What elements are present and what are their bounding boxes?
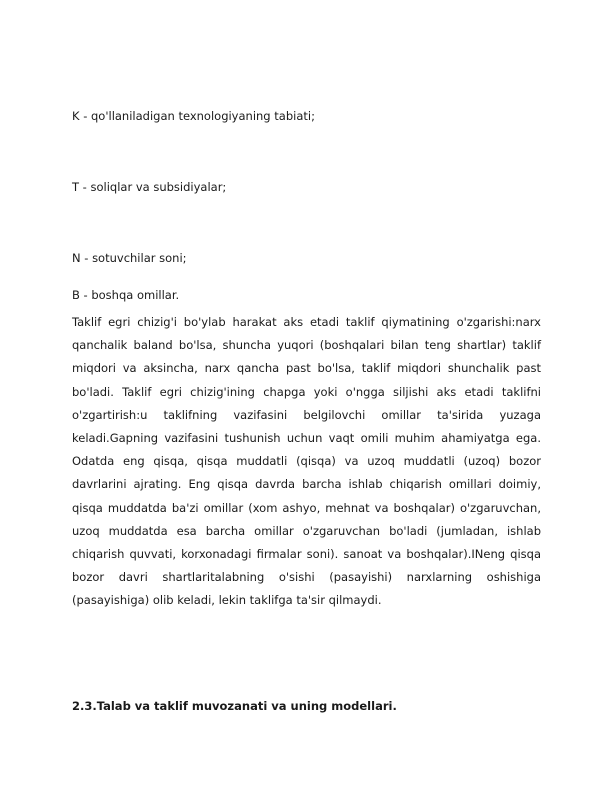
factor-b-line: B - boshqa omillar. (72, 288, 180, 302)
section-heading: 2.3.Talab va taklif muvozanati va uning modellari. (72, 699, 397, 713)
body-paragraph: Taklif egri chizig'i bo'ylab harakat aks etadi taklif qiymatining o'zgarishi:narx qanchalik baland bo'lsa, shuncha yuqori (boshqalari bilan teng shartlar) taklif miqdori va aksincha, narx qancha past bo'lsa, taklif miqdori shunchalik past bo'ladi. Taklif egri chizig'ining chapga yoki o'ngga siljishi aks etadi taklifni o'zgartirish:u taklifning vazifasini belgilovchi omillar ta'sirida yuzaga keladi.Gapning vazifasini tushunish uchun vaqt omili muhim ahamiyatga ega. Odatda eng qisqa, qisqa muddatli (qisqa) va uzoq muddatli (uzoq) bozor davrlarini ajrating. Eng qisqa davrda barcha ishlab chiqarish omillari doimiy, qisqa muddatda ba'zi omillar (xom ashyo, mehnat va boshqalar) o'zgaruvchan, uzoq muddatda esa barcha omillar o'zgaruvchan bo'ladi (jumladan, ishlab chiqarish quvvati, korxonadagi firmalar soni). sanoat va boshqalar).INeng qisqa bozor davri shartlaritalabning o'sishi (pasayishi) narxlarning oshishiga (pasayishiga) olib keladi, lekin taklifga ta'sir qilmaydi. (72, 315, 541, 608)
factor-k-line: K - qo'llaniladigan texnologiyaning tabiati; (72, 109, 315, 123)
factor-t-line: T - soliqlar va subsidiyalar; (72, 180, 227, 194)
factor-n-line: N - sotuvchilar soni; (72, 251, 187, 265)
